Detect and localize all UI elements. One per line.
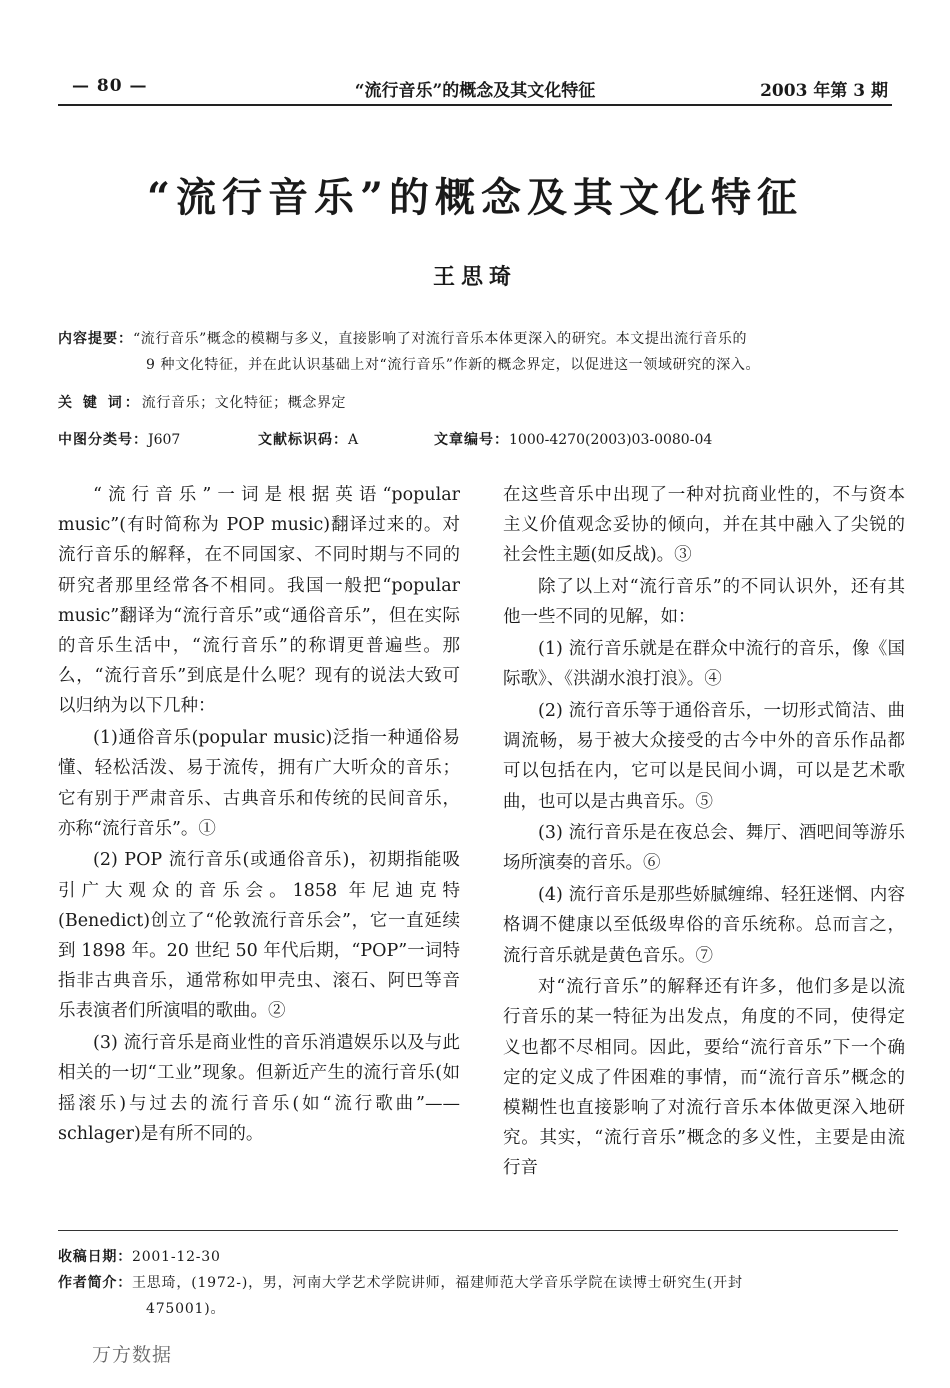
article-no-value: 1000-4270(2003)03-0080-04 [509,432,713,448]
body-column-left [58,480,460,1150]
received-date [58,1244,898,1270]
issue-label: 2003 年第 3 期 [760,81,888,101]
watermark: 万方数据 [92,1344,173,1366]
keywords-text: 流行音乐；文化特征；概念界定 [141,395,347,411]
clc-number [58,428,180,452]
doc-code-label: 文献标识码： [258,432,348,448]
clc-value: J607 [148,432,181,448]
abstract-line-1: “流行音乐”概念的模糊与多义，直接影响了对流行音乐本体更深入的研究。本文提出流行音乐的 [133,331,748,347]
keywords-label: 关 键 词： [58,395,142,411]
footnote-divider [58,1230,898,1231]
abstract [58,326,898,378]
article-title: “流行音乐”的概念及其文化特征 [146,174,803,221]
document-code [258,428,358,452]
body-paragraph: (3) 流行音乐是在夜总会、舞厅、酒吧间等游乐场所演奏的音乐。⑥ [503,823,905,874]
author-bio-line-1: 王思琦，(1972-)，男，河南大学艺术学院讲师，福建师范大学音乐学院在读博士研究生(开封 [132,1275,743,1291]
received-label: 收稿日期： [58,1249,132,1265]
page-number: — 80 — [72,76,148,96]
body-paragraph: (2) 流行音乐等于通俗音乐，一切形式简洁、曲调流畅，易于被大众接受的古今中外的音乐作品都可以包括在内，它可以是民间小调，可以是艺术歌曲，也可以是古典音乐。⑤ [503,700,905,812]
author-bio [58,1270,898,1322]
body-paragraph: “流行音乐”一词是根据英语“popular music”(有时简称为 POP music)翻译过来的。对流行音乐的解释，在不同国家、不同时期与不同的研究者那里经常各不相同。我国一般把“popular music”翻译为“流行音乐”或“通俗音乐”，但在实际的音乐生活中，“流行音乐”的称谓更普遍些。那么，“流行音乐”到底是什么呢？现有的说法大致可以归纳为以下几种： [58,485,460,717]
author-bio-label: 作者简介： [58,1275,132,1291]
clc-label: 中图分类号： [58,432,148,448]
body-paragraph: 在这些音乐中出现了一种对抗商业性的，不与资本主义价值观念妥协的倾向，并在其中融入了尖锐的社会性主题(如反战)。③ [503,485,905,566]
body-paragraph: (2) POP 流行音乐(或通俗音乐)，初期指能吸引广大观众的音乐会。1858 年尼迪克特(Benedict)创立了“伦敦流行音乐会”，它一直延续到 1898 年。20 世纪 50 年代后期，“POP”一词特指非古典音乐，通常称如甲壳虫、滚石、阿巴等音乐表演者们所演唱的歌曲。② [58,850,460,1022]
footnotes [58,1244,898,1322]
body-column-right [503,480,905,1185]
author-name: 王思琦 [432,264,517,290]
body-paragraph: 对“流行音乐”的解释还有许多，他们多是以流行音乐的某一特征为出发点，角度的不同，使得定义也都不尽相同。因此，要给“流行音乐”下一个确定的定义成了件困难的事情，而“流行音乐”概念的模糊性也直接影响了对流行音乐本体做更深入地研究。其实，“流行音乐”概念的多义性，主要是由流行音 [503,977,905,1179]
author-bio-line-2: 475001)。 [146,1301,226,1317]
body-paragraph: 除了以上对“流行音乐”的不同认识外，还有其他一些不同的见解，如： [503,577,905,628]
body-paragraph: (1) 流行音乐就是在群众中流行的音乐，像《国际歌》、《洪湖水浪打浪》。④ [503,639,905,690]
abstract-line-2: 9 种文化特征，并在此认识基础上对“流行音乐”作新的概念界定，以促进这一领域研究的深入。 [146,357,761,373]
article-no-label: 文章编号： [434,432,509,448]
doc-code-value: A [348,432,359,448]
body-paragraph: (1)通俗音乐(popular music)泛指一种通俗易懂、轻松活泼、易于流传，拥有广大听众的音乐；它有别于严肃音乐、古典音乐和传统的民间音乐，亦称“流行音乐”。① [58,728,460,839]
article-number [434,428,712,452]
running-header [58,74,892,106]
abstract-label: 内容提要： [58,331,133,347]
keywords [58,391,898,415]
body-paragraph: (4) 流行音乐是那些娇腻缠绵、轻狂迷惘、内容格调不健康以至低级卑俗的音乐统称。总而言之，流行音乐就是黄色音乐。⑦ [503,885,905,966]
body-paragraph: (3) 流行音乐是商业性的音乐消遣娱乐以及与此相关的一切“工业”现象。但新近产生的流行音乐(如摇滚乐)与过去的流行音乐(如“流行歌曲”——schlager)是有所不同的。 [58,1033,460,1144]
running-title: “流行音乐”的概念及其文化特征 [354,81,596,101]
received-value: 2001-12-30 [132,1249,221,1265]
